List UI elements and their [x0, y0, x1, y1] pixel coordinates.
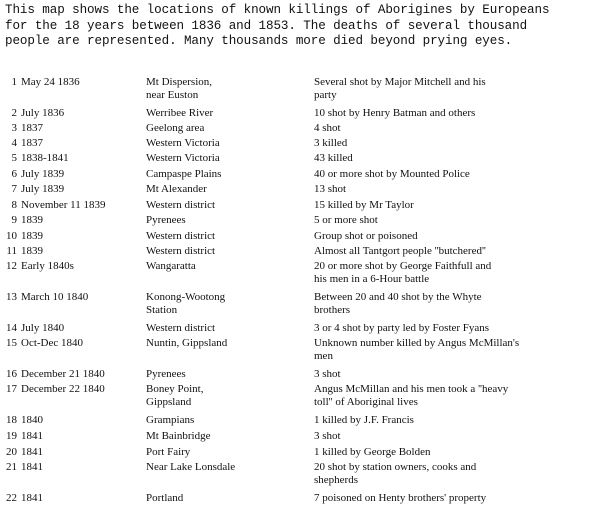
row-description [314, 183, 346, 196]
row-location-line: Wangaratta [146, 260, 196, 272]
row-description [314, 430, 341, 443]
row-description [314, 245, 486, 258]
row-description-line: 43 killed [314, 152, 353, 164]
row-description [314, 199, 414, 212]
row-location-line: Pyrenees [146, 214, 186, 226]
row-number: 13 [6, 291, 17, 303]
row-location-line: Boney Point, [146, 383, 204, 395]
row-description-line: Almost all Tantgort people ''butchered'' [314, 245, 486, 257]
row-location [146, 260, 196, 273]
row-description-line: 20 shot by station owners, cooks and [314, 461, 477, 473]
row-location [146, 199, 215, 212]
row-number: 15 [6, 337, 17, 349]
row-description-line: shepherds [314, 473, 358, 486]
row-description-line: Several shot by Major Mitchell and his [314, 76, 486, 88]
row-description-line: 3 shot [314, 430, 341, 442]
row-location-line: Western district [146, 322, 216, 334]
row-location-line: Mt Bainbridge [146, 430, 211, 442]
row-date: 1839 [21, 245, 43, 257]
row-description-line: 3 killed [314, 137, 348, 149]
row-date: 1839 [21, 230, 43, 242]
row-description [314, 322, 489, 335]
row-description [314, 414, 414, 427]
row-date: 1841 [21, 446, 43, 458]
row-location [146, 430, 210, 443]
row-location-line: Western Victoria [146, 137, 220, 149]
row-number: 1 [11, 76, 17, 88]
row-description-line: brothers [314, 303, 351, 316]
row-location-line: Western Victoria [146, 152, 220, 164]
row-number: 11 [6, 245, 17, 257]
row-date: Early 1840s [21, 260, 74, 272]
row-date: Oct-Dec 1840 [21, 337, 84, 349]
row-number: 19 [6, 430, 17, 442]
row-location [146, 368, 186, 381]
row-description-line: his men in a 6-Hour battle [314, 272, 430, 285]
row-location [146, 230, 215, 243]
row-location-line: Port Fairy [146, 446, 191, 458]
row-location-line: Western district [146, 230, 216, 242]
row-location [146, 414, 194, 427]
row-location-line: Grampians [146, 414, 195, 426]
row-description [314, 260, 491, 285]
row-location-line: Konong-Wootong [146, 291, 226, 303]
row-description [314, 214, 378, 227]
row-date: July 1839 [21, 168, 65, 180]
row-location-line: Station [146, 303, 178, 316]
row-location-line: Mt Alexander [146, 183, 207, 195]
row-description [314, 383, 508, 408]
row-date: 1837 [21, 122, 43, 134]
row-date: July 1840 [21, 322, 65, 334]
intro-line: for the 18 years between 1836 and 1853. The deaths of several thousand [5, 18, 528, 33]
row-description-line: 20 or more shot by George Faithfull and [314, 260, 492, 272]
row-location [146, 461, 235, 474]
row-date: 1837 [21, 137, 43, 149]
row-location [146, 214, 186, 227]
row-location [146, 107, 213, 120]
row-location-line: Gippsland [146, 395, 192, 408]
row-description [314, 446, 431, 459]
row-location-line: Pyrenees [146, 368, 186, 380]
row-location [146, 291, 225, 316]
row-description [314, 291, 482, 316]
row-date: December 21 1840 [21, 368, 105, 380]
row-date: 1841 [21, 430, 43, 442]
row-location [146, 76, 212, 101]
row-description-line: 7 poisoned on Henty brothers' property [314, 492, 487, 504]
row-location [146, 245, 215, 258]
row-location-line: Geelong area [146, 122, 205, 134]
row-date: July 1839 [21, 183, 65, 195]
row-description-line: party [314, 88, 337, 101]
row-date: May 24 1836 [21, 76, 80, 88]
row-location [146, 322, 215, 335]
row-description-line: 10 shot by Henry Batman and others [314, 107, 476, 119]
row-location-line: Western district [146, 245, 216, 257]
row-description-line: Unknown number killed by Angus McMillan's [314, 337, 520, 349]
row-description-line: toll'' of Aboriginal lives [314, 395, 418, 408]
row-description-line: 5 or more shot [314, 214, 378, 226]
row-date: July 1836 [21, 107, 65, 119]
row-number: 12 [6, 260, 17, 272]
row-description-line: 3 or 4 shot by party led by Foster Fyans [314, 322, 490, 334]
row-number: 7 [11, 183, 17, 195]
row-description-line: 1 killed by J.F. Francis [314, 414, 414, 426]
row-description-line: Group shot or poisoned [314, 230, 418, 242]
row-date: 1839 [21, 214, 43, 226]
row-location [146, 183, 207, 196]
row-number: 22 [6, 492, 17, 504]
row-location [146, 152, 220, 165]
row-description-line: men [314, 349, 333, 362]
row-description-line: 3 shot [314, 368, 341, 380]
row-description-line: 13 shot [314, 183, 347, 195]
intro-line: This map shows the locations of known killings of Aborigines by Europeans [5, 3, 550, 17]
row-location-line: Portland [146, 492, 184, 504]
row-location-line: Werribee River [146, 107, 214, 119]
row-number: 21 [6, 461, 17, 473]
row-date: November 11 1839 [21, 199, 106, 211]
row-location [146, 137, 220, 150]
row-location-line: Western district [146, 199, 216, 211]
row-number: 3 [11, 122, 17, 134]
row-description-line: Between 20 and 40 shot by the Whyte [314, 291, 482, 303]
row-description-line: 15 killed by Mr Taylor [314, 199, 414, 211]
row-location-line: Near Lake Lonsdale [146, 461, 236, 473]
row-description-line: 1 killed by George Bolden [314, 446, 431, 458]
row-number: 6 [11, 168, 17, 180]
row-date: 1841 [21, 492, 43, 504]
row-description-line: 40 or more shot by Mounted Police [314, 168, 470, 180]
row-date: March 10 1840 [21, 291, 89, 303]
row-date: 1840 [21, 414, 43, 426]
row-location-line: near Euston [146, 88, 199, 101]
row-number: 8 [11, 199, 17, 211]
row-date: 1838-1841 [21, 152, 69, 164]
row-location-line: Campaspe Plains [146, 168, 222, 180]
intro-paragraph [5, 3, 597, 50]
row-number: 9 [11, 214, 17, 226]
row-location [146, 446, 190, 459]
row-number: 18 [6, 414, 17, 426]
row-description [314, 368, 341, 381]
row-description [314, 122, 341, 135]
row-number: 16 [6, 368, 17, 380]
row-description [314, 230, 418, 243]
row-description [314, 168, 470, 181]
row-location [146, 383, 203, 408]
row-number: 5 [11, 152, 17, 164]
row-description [314, 137, 347, 150]
row-number: 14 [6, 322, 17, 334]
row-location [146, 168, 221, 181]
row-location [146, 337, 227, 350]
row-number: 4 [11, 137, 17, 149]
row-description [314, 76, 486, 101]
row-number: 20 [6, 446, 17, 458]
row-location-line: Nuntin, Gippsland [146, 337, 228, 349]
row-number: 17 [6, 383, 17, 395]
row-number: 10 [6, 230, 17, 242]
row-location [146, 122, 204, 135]
row-description-line: Angus McMillan and his men took a ''heavy [314, 383, 509, 395]
row-number: 2 [11, 107, 17, 119]
row-date: December 22 1840 [21, 383, 105, 395]
row-description [314, 152, 353, 165]
row-location-line: Mt Dispersion, [146, 76, 212, 88]
row-date: 1841 [21, 461, 43, 473]
row-description-line: 4 shot [314, 122, 341, 134]
row-description [314, 461, 476, 486]
row-description [314, 107, 475, 120]
intro-line: people are represented. Many thousands more died beyond prying eyes. [5, 34, 513, 48]
row-description [314, 337, 519, 362]
